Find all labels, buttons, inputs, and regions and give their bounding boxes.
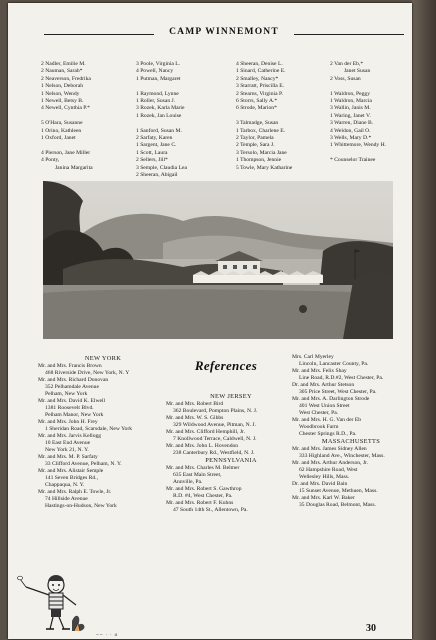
reference-address-line: 7 Knollwood Terrace, Caldwell, N. J. xyxy=(173,436,257,442)
roster-column-2 xyxy=(136,61,187,179)
reference-address-line: 468 Riverside Drive, New York, N. Y xyxy=(45,370,130,376)
reference-name: Mr. and Mrs. M. P. Sarfaty xyxy=(38,454,98,460)
roster-camper-entry: 4 Powell, Nancy xyxy=(136,68,174,75)
roster-camper-entry: 2 Sarfaty, Karen xyxy=(136,135,173,142)
reference-address-line: 329 Wildwood Avenue, Pitman, N. J. xyxy=(173,422,257,428)
reference-address-line: Hastings-on-Hudson, New York xyxy=(45,503,117,509)
reference-address-line: 362 Boulevard, Pompton Plains, N. J. xyxy=(173,408,258,414)
roster-camper-entry: 1 Sargent, Jane C. xyxy=(136,142,177,149)
artist-signature: ~~ · · a xyxy=(96,633,119,638)
page-title: CAMP WINNEMONT xyxy=(44,27,404,37)
reference-name: Mr. and Mrs. James Sidney Allen xyxy=(292,446,367,452)
page-number: 30 xyxy=(366,623,376,634)
roster-column-1 xyxy=(41,61,93,172)
child-sketch-illustration xyxy=(16,571,96,637)
reference-name: Mr. and Mrs. H. G. Van der Eb xyxy=(292,417,362,423)
roster-camper-entry: 2 Smalley, Nancy* xyxy=(236,75,279,82)
reference-address-line: 635 East Main Street, xyxy=(173,472,222,478)
roster-spacer xyxy=(330,83,386,90)
reference-name: Mr. and Mrs. John L. Hovendon xyxy=(166,443,239,449)
roster-camper-entry: 1 Newell, Betsy B. xyxy=(41,98,84,105)
reference-name: Mr. and Mrs. Richard Donovan xyxy=(38,377,109,383)
roster-camper-entry: 1 Tarbox, Charlene E. xyxy=(236,127,286,134)
reference-address-line: 401 West Union Street xyxy=(299,403,350,409)
roster-camper-entry: 4 Sheeran, Denise L. xyxy=(236,61,283,67)
roster-camper-entry: 2 Voss, Susan xyxy=(330,75,361,82)
roster-camper-entry: * Counselor Trainee xyxy=(330,157,376,164)
references-column-2 xyxy=(166,393,296,514)
roster-camper-entry: 1 Oxford, Janet xyxy=(41,135,76,142)
roster-camper-entry: 3 Wells, Mary D.* xyxy=(330,135,372,142)
roster-camper-entry: 1 Nelson, Deborah xyxy=(41,83,84,90)
state-heading-new-jersey: NEW JERSEY xyxy=(210,393,252,400)
roster-camper-entry: 2 Van der Eb,* xyxy=(330,61,364,67)
reference-address-line: New York 21, N. Y. xyxy=(45,447,89,453)
roster-camper-entry: 1 Thompson, Jennie xyxy=(236,157,282,164)
roster-camper-entry: 4 Pierson, Jane Miller xyxy=(41,149,91,156)
roster-camper-entry: Janet Susan xyxy=(344,68,371,75)
roster-camper-entry: 5 Towle, Mary Katharine xyxy=(236,164,293,171)
new-jersey-reference-list xyxy=(166,401,296,457)
reference-name: Mr. and Mrs. David K. Elwell xyxy=(38,398,106,404)
reference-name: Mr. and Mrs. Francis Brown xyxy=(38,363,102,369)
roster-camper-entry: 2 Sheeran, Abigail xyxy=(136,172,178,179)
reference-address-line: Wellesley Hills, Mass. xyxy=(299,474,350,480)
reference-name: Mrs. Carl Myerley xyxy=(292,354,334,360)
roster-camper-entry: 1 Waring, Janet V. xyxy=(330,112,371,119)
roster-camper-entry: 1 Sanford, Susan M. xyxy=(136,127,182,134)
reference-address-line: Pelham Manor, New York xyxy=(45,412,104,418)
roster-camper-entry: 2 Taylor, Pamela xyxy=(236,135,274,142)
reference-address-line: Pelham, New York xyxy=(45,391,88,397)
camp-photograph xyxy=(43,181,393,339)
pennsylvania-reference-list xyxy=(166,465,296,514)
reference-address-line: Woodbrook Farm xyxy=(299,424,339,430)
reference-address-line: 10 East End Avenue xyxy=(45,440,91,446)
reference-name: Mr. and Mrs. Robert F. Kuhns xyxy=(166,500,234,506)
roster-camper-entry: 2 Nauman, Sarah* xyxy=(41,68,83,75)
roster-camper-entry: 1 Nelson, Wendy xyxy=(41,90,80,97)
reference-address-line: Line Road, R.D.#2, West Chester, Pa. xyxy=(299,375,384,381)
reference-address-line: 47 South 14th St., Allentown, Pa. xyxy=(173,507,248,513)
roster-spacer xyxy=(41,142,93,149)
roster-camper-entry: 3 Starratt, Priscilla E. xyxy=(236,83,285,90)
reference-address-line: Chappaqua, N. Y. xyxy=(45,482,85,488)
reference-address-line: 1 Sheridan Road, Scarsdale, New York xyxy=(45,426,132,432)
reference-name: Dr. and Mrs. Arthur Stetson xyxy=(292,382,355,388)
reference-address-line: 33 Clifford Avenue, Pelham, N. Y. xyxy=(45,461,122,467)
roster-camper-entry: 2 Stearns, Virginia P. xyxy=(236,90,283,97)
reference-name: Mr. and Mrs. W. S. Gibbs xyxy=(166,415,224,421)
reference-address-line: 141 Seven Bridges Rd., xyxy=(45,475,98,481)
roster-camper-entry: 3 Poole, Virginia L. xyxy=(136,61,181,67)
reference-name: Mr. and Mrs. John H. Frey xyxy=(38,419,98,425)
references-column-3 xyxy=(292,354,410,509)
reference-name: Mr. and Mrs. A. Darlington Strode xyxy=(292,396,370,402)
roster-camper-entry: 2 Temple, Sara J. xyxy=(236,142,275,149)
roster-camper-entry: 2 Neaverson, Fredrika xyxy=(41,75,91,82)
roster-camper-entry: 3 Talmadge, Susan xyxy=(236,120,279,127)
reference-address-line: 62 Hampshire Road, West xyxy=(299,467,358,473)
roster-camper-entry: 1 Orino, Kathleen xyxy=(41,127,82,134)
roster-camper-entry: 1 Raymond, Lynne xyxy=(136,90,179,97)
reference-name: Mr. and Mrs. Clifford Hemphill, Jr. xyxy=(166,429,245,435)
roster-camper-entry: 3 Rozek, Karla Marie xyxy=(136,105,185,112)
references-heading: References xyxy=(194,358,258,373)
reference-address-line: Annville, Pa. xyxy=(173,479,203,485)
roster-camper-entry: 5 O'Hara, Susanne xyxy=(41,120,83,127)
roster-camper-entry: 2 Sellers, Jill* xyxy=(136,157,168,164)
reference-address-line: 1381 Roosevelt Blvd. xyxy=(45,405,94,411)
roster-camper-entry: 4 Ponty, xyxy=(41,157,60,164)
roster-spacer xyxy=(330,150,386,157)
page-edge-shadow xyxy=(412,0,436,640)
reference-name: Mr. and Mrs. Alistair Semple xyxy=(38,468,104,474)
roster-camper-entry: 4 Weldon, Gail O. xyxy=(330,127,371,134)
roster-camper-entry: 3 Semple, Claudia Lea xyxy=(136,164,187,171)
reference-address-line: West Chester, Pa. xyxy=(299,410,339,416)
reference-address-line: Lincoln, Lancaster County, Pa. xyxy=(299,361,369,367)
state-heading-pennsylvania: PENNSYLVANIA xyxy=(205,457,257,464)
reference-address-line: R.D. #4, West Chester, Pa. xyxy=(173,493,233,499)
reference-address-line: 15 Sunset Avenue, Methuen, Mass. xyxy=(299,488,378,494)
state-heading-new-york: NEW YORK xyxy=(84,355,122,362)
reference-name: Mr. and Mrs. Karl W. Baker xyxy=(292,495,355,501)
reference-name: Dr. and Mrs. David Bain xyxy=(292,481,348,487)
roster-spacer xyxy=(236,113,292,120)
pennsylvania-reference-list-continued xyxy=(292,354,410,438)
reference-name: Mr. and Mrs. Ralph E. Towle, Jr. xyxy=(38,489,112,495)
roster-column-3 xyxy=(236,61,292,172)
reference-address-line: 74 Hillside Avenue xyxy=(45,496,88,502)
roster-spacer xyxy=(41,113,93,120)
roster-camper-entry: 3 Tersolo, Marcia Jane xyxy=(236,149,287,156)
reference-address-line: 333 Highland Ave., Winchester, Mass. xyxy=(299,453,385,459)
roster-camper-entry: 1 Sinard, Catherine E. xyxy=(236,68,286,75)
brochure-page xyxy=(8,3,412,639)
reference-name: Mr. and Mrs. Jarvis Kellogg xyxy=(38,433,102,439)
roster-camper-entry: 3 Wallin, Janis M. xyxy=(330,105,371,112)
roster-camper-entry: 1 Waldron, Peggy xyxy=(330,90,370,97)
reference-address-line: 35 Douglas Road, Belmont, Mass. xyxy=(299,502,376,508)
page-header xyxy=(44,27,404,41)
roster-camper-entry: 1 Rozek, Jan Louise xyxy=(136,112,182,119)
reference-name: Mr. and Mrs. Robert S. Gawthrop xyxy=(166,486,242,492)
reference-address-line: Chester Springs R.D., Pa. xyxy=(299,431,357,437)
roster-camper-entry: 1 Scott, Laura xyxy=(136,149,168,156)
roster-camper-entry: 1 Roller, Susan J. xyxy=(136,98,176,105)
reference-address-line: 352 Pelhamdale Avenue xyxy=(45,384,99,390)
references-column-1 xyxy=(38,355,168,510)
roster-spacer xyxy=(136,83,187,90)
roster-spacer xyxy=(136,120,187,127)
roster-camper-entry: 3 Warren, Diane B. xyxy=(330,120,374,127)
state-heading-massachusetts: MASSACHUSETTS xyxy=(321,438,381,445)
reference-address-line: 238 Canterbury Rd., Westfield, N. J. xyxy=(173,450,255,456)
reference-name: Mr. and Mrs. Felix Shay xyxy=(292,368,347,374)
roster-camper-entry: 1 Whittemore, Wendy H. xyxy=(330,142,387,149)
massachusetts-reference-list xyxy=(292,446,410,509)
reference-name: Mr. and Mrs. Charles M. Belmer xyxy=(166,465,240,471)
reference-name: Mr. and Mrs. Arthur Anderson, Jr. xyxy=(292,460,368,466)
reference-address-line: 305 Price Street, West Chester, Pa. xyxy=(299,389,377,395)
roster-camper-entry: 6 Storrs, Sally A.* xyxy=(236,98,278,105)
roster-camper-entry: 1 Waldron, Marcia xyxy=(330,98,372,105)
roster-camper-entry: 4 Newell, Cynthia P.* xyxy=(41,105,90,112)
reference-name: Mr. and Mrs. Robert Bird xyxy=(166,401,224,407)
roster-camper-entry: 2 Nadler, Emilie M. xyxy=(41,61,86,67)
roster-camper-entry: 6 Strode, Marion* xyxy=(236,105,277,112)
roster-camper-entry: Janina Margarita xyxy=(55,164,93,171)
new-york-reference-list xyxy=(38,363,168,510)
roster-camper-entry: 1 Putman, Margaret xyxy=(136,75,181,82)
roster-column-4 xyxy=(330,61,386,165)
